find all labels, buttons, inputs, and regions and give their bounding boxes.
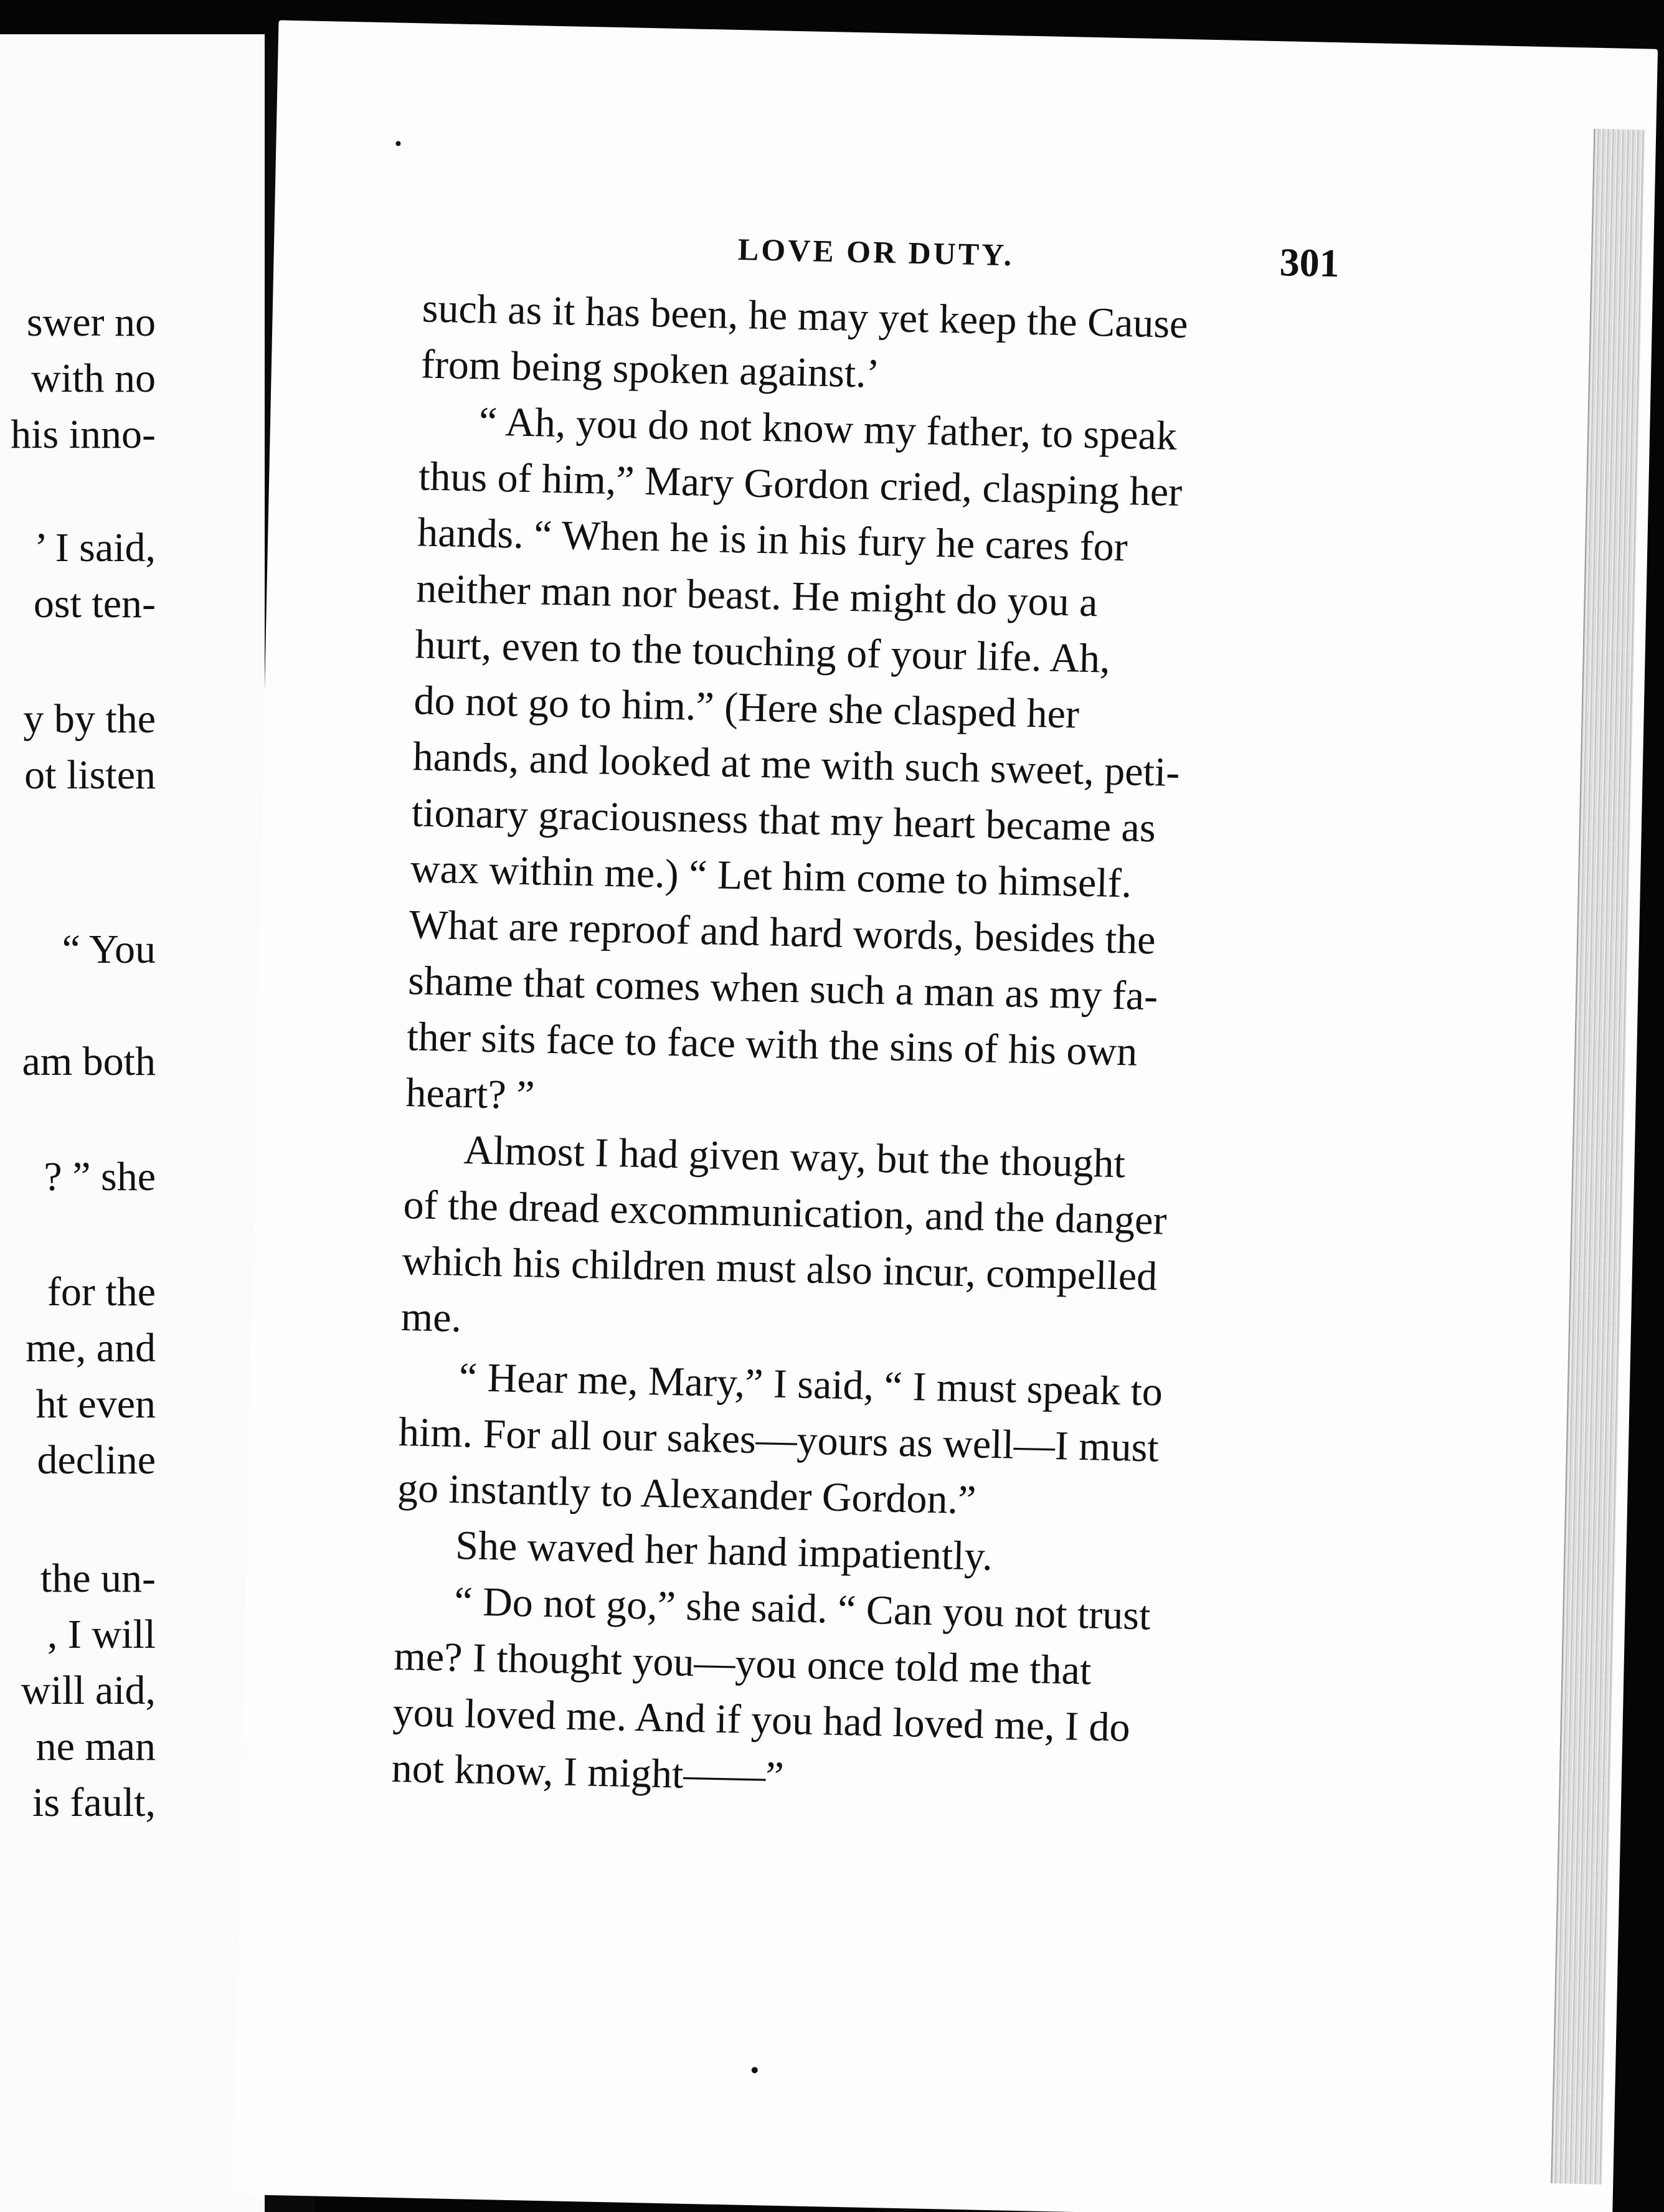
body-line: of the dread excommunication, and the danger (402, 1182, 1168, 1244)
page-edges (1551, 129, 1645, 2185)
ink-speck (395, 141, 400, 146)
body-line: such as it has been, he may yet keep the Cause (422, 285, 1189, 347)
left-line: ht even (35, 1381, 156, 1427)
body-line: What are reproof and hard words, besides the (409, 902, 1156, 963)
body-line: tionary graciousness that my heart became as (411, 790, 1156, 851)
body-line: ther sits face to face with the sins of his own (406, 1014, 1138, 1075)
left-line: me, and (26, 1325, 156, 1371)
body-line: thus of him,” Mary Gordon cried, clasping her (418, 453, 1183, 516)
body-line: you loved me. And if you had loved me, I do (392, 1689, 1131, 1751)
left-line: ne man (35, 1724, 156, 1769)
body-line: She waved her hand impatiently. (455, 1522, 993, 1580)
body-line: heart? ” (405, 1070, 536, 1118)
left-line: y by the (23, 696, 156, 742)
body-line: hands, and looked at me with such sweet, peti- (412, 734, 1181, 796)
body-line: go instantly to Alexander Gordon.” (397, 1465, 977, 1523)
left-line: his inno- (11, 412, 156, 457)
body-line: do not go to him.” (Here she clasped her (413, 678, 1080, 737)
left-line: ost ten- (33, 581, 156, 626)
body-line: Almost I had given way, but the thought (463, 1127, 1126, 1187)
body-line: not know, I might——” (391, 1745, 785, 1800)
body-line: him. For all our sakes—yours as well—I must (398, 1409, 1160, 1471)
body-line: wax within me.) “ Let him come to himself. (410, 846, 1132, 907)
left-page (0, 34, 265, 2212)
body-line: shame that comes when such a man as my fa- (407, 958, 1158, 1019)
ink-speck (752, 2067, 758, 2073)
left-line: with no (31, 356, 156, 401)
left-line: ’ I said, (34, 525, 156, 570)
body-line: me. (400, 1294, 462, 1341)
left-line: for the (47, 1269, 156, 1315)
left-line: will aid, (21, 1668, 156, 1713)
body-line: “ Hear me, Mary,” I said, “ I must speak to (458, 1354, 1163, 1415)
left-line: ot listen (24, 752, 156, 798)
body-line: hands. “ When he is in his fury he cares for (417, 509, 1128, 570)
left-line: ? ” she (44, 1154, 156, 1199)
left-line: the un- (40, 1556, 156, 1601)
body-line: hurt, even to the touching of your life. Ah, (414, 622, 1111, 682)
body-line: from being spoken against.’ (420, 341, 881, 397)
body-line: “ Ah, you do not know my father, to speak (478, 399, 1178, 459)
left-line: am both (22, 1039, 156, 1084)
body-line: which his children must also incur, compelled (402, 1238, 1158, 1300)
running-head: LOVE OR DUTY. (737, 232, 1014, 273)
page-number: 301 (1279, 240, 1340, 286)
left-line: , I will (47, 1612, 156, 1657)
body-line: neither man nor beast. He might do you a (415, 565, 1099, 626)
right-page (233, 20, 1658, 2212)
left-line: swer no (26, 300, 156, 345)
left-line: “ You (62, 927, 156, 972)
body-line: me? I thought you—you once told me that (393, 1633, 1092, 1694)
body-line: “ Do not go,” she said. “ Can you not trust (453, 1578, 1151, 1639)
left-line: is fault, (32, 1780, 156, 1825)
left-line: decline (37, 1437, 156, 1483)
